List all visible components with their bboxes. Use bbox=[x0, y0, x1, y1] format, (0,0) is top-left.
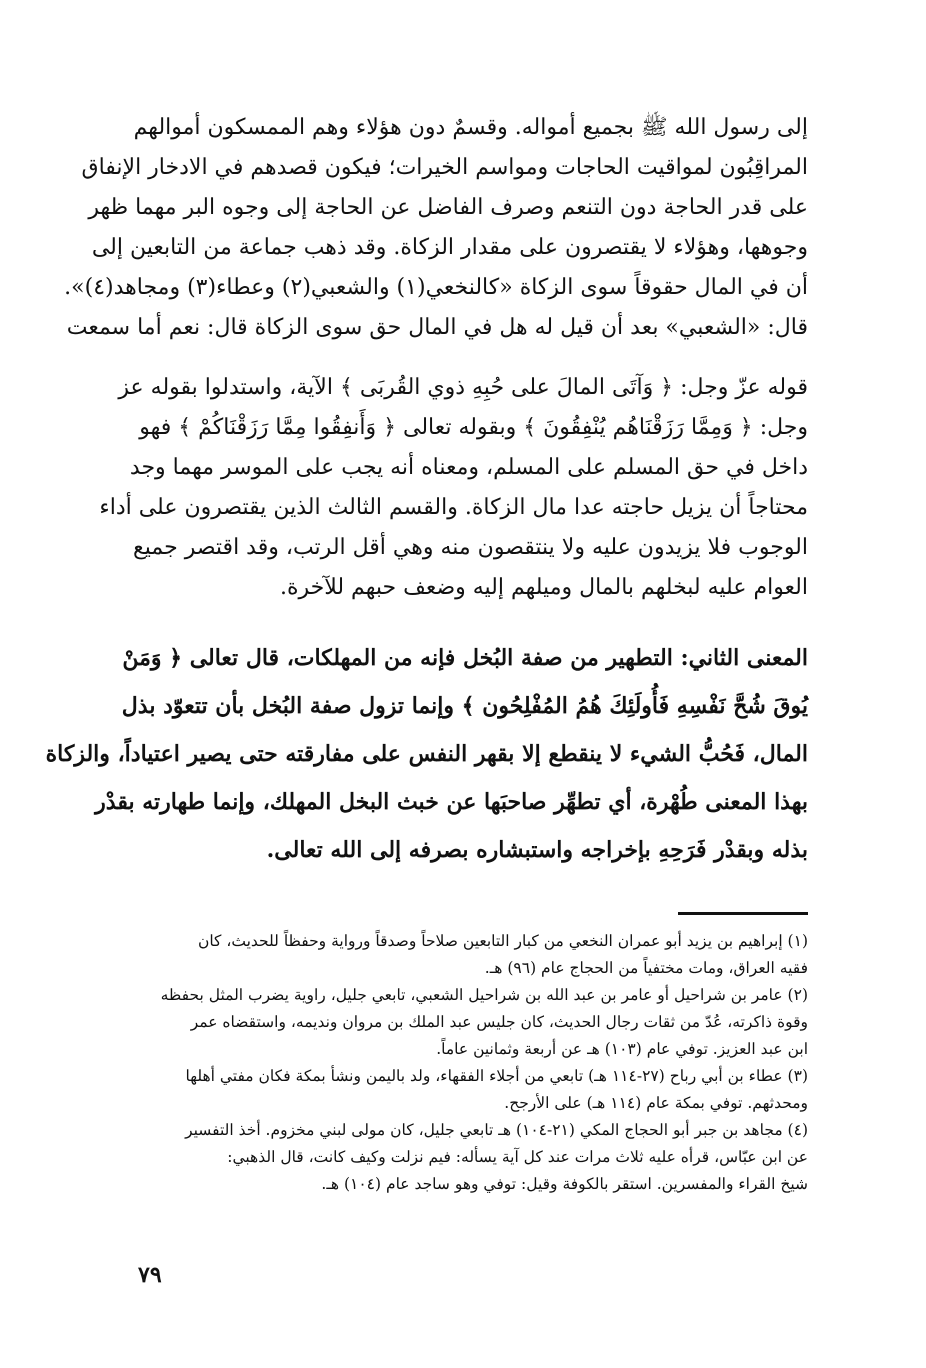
text-line: قوله عزّ وجل: ﴿ وَآتَى المالَ على حُبِهِ ذوي القُربَى ﴾ الآية، واستدلوا بقوله عز bbox=[118, 375, 808, 400]
text-line: وجل: ﴿ وَمِمَّا رَزَقْنَاهُم يُنْفِقُونَ ﴾ وبقوله تعالى ﴿ وَأَنفِقُوا مِمَّا رَزَقْنَاكُمْ ﴾ فهو bbox=[139, 415, 808, 440]
text-line: بهذا المعنى طُهْرة، أي تطهِّر صاحبَها عن خبث البخل المهلك، وإنما طهارته بقدْر bbox=[95, 789, 808, 815]
footnotes bbox=[118, 928, 808, 1198]
footnote-line: (١) إبراهيم بن يزيد أبو عمران النخعي من كبار التابعين صلاحاً وصدقاً ورواية وحفظاً للحديث، كان bbox=[197, 932, 808, 950]
footnote-line: فقيه العراق، ومات مختفياً من الحجاج عام (٩٦) هـ. bbox=[484, 959, 808, 977]
body-text bbox=[45, 108, 808, 874]
text-line: المال، فَحُبُّ الشيء لا ينقطع إلا بقهر النفس على مفارقته حتى يصير اعتياداً، والزكاة bbox=[45, 741, 808, 767]
text-line: على قدر الحاجة دون التنعم وصرف الفاضل عن الحاجة إلى وجوه البر مهما ظهر bbox=[88, 195, 808, 220]
footnote-line: شيخ القراء والمفسرين. استقر بالكوفة وقيل: توفي وهو ساجد عام (١٠٤) هـ. bbox=[321, 1175, 808, 1193]
page-number: ٧٩ bbox=[138, 1262, 162, 1288]
text-line: أن في المال حقوقاً سوى الزكاة «كالنخعي(١) والشعبي(٢) وعطاء(٣) ومجاهد(٤)». bbox=[64, 275, 808, 300]
footnote-line: (٢) عامر بن شراحيل أو عامر بن عبد الله بن شراحيل الشعبي، تابعي جليل، راوية يضرب المثل بحفظه bbox=[160, 986, 808, 1004]
footnote-divider bbox=[678, 912, 808, 915]
footnote-line: وقوة ذاكرته، عُدّ من ثقات رجال الحديث، كان جليس عبد الملك بن مروان ونديمه، واستقضاه عمر bbox=[190, 1013, 808, 1031]
text-line: بذله وبقدْر فَرَحِهِ بإخراجه واستبشاره بصرفه إلى الله تعالى. bbox=[266, 837, 808, 863]
text-line: قال: «الشعبي» بعد أن قيل له هل في المال حق سوى الزكاة قال: نعم أما سمعت bbox=[66, 315, 808, 340]
paragraph-2 bbox=[99, 368, 808, 608]
text-line: العوام عليه لبخلهم بالمال وميلهم إليه وضعف حبهم للآخرة. bbox=[279, 575, 808, 600]
footnote-line: ابن عبد العزيز. توفي عام (١٠٣) هـ عن أربعة وثمانين عاماً. bbox=[436, 1040, 808, 1058]
text-line: المعنى الثاني: التطهير من صفة البُخل فإنه من المهلكات، قال تعالى ﴿ وَمَنْ bbox=[122, 645, 808, 671]
text-line: داخل في حق المسلم على المسلم، ومعناه أنه يجب على الموسر مهما وجد bbox=[129, 455, 808, 480]
text-line: المراقِبُون لمواقيت الحاجات ومواسم الخيرات؛ فيكون قصدهم في الادخار الإنفاق bbox=[81, 155, 808, 180]
paragraph-1 bbox=[64, 108, 808, 348]
paragraph-3 bbox=[45, 634, 808, 874]
text-line: يُوقَ شُحَّ نَفْسِهِ فَأُولَئِكَ هُمُ المُفْلِحُون ﴾ وإنما تزول صفة البُخل بأن تتعوّد بذل bbox=[121, 693, 808, 719]
footnote-line: عن ابن عبّاس، قرأه عليه ثلاث مرات عند كل آية يسأله: فيم نزلت وكيف كانت، قال الذهبي: bbox=[227, 1148, 808, 1166]
text-line: الوجوب فلا يزيدون عليه ولا ينتقصون منه وهي أقل الرتب، وقد اقتصر جميع bbox=[133, 535, 808, 560]
footnote-line: ومحدثهم. توفي بمكة عام (١١٤ هـ) على الأرجح. bbox=[504, 1094, 808, 1112]
text-line: إلى رسول الله ﷺ بجميع أمواله. وقسمٌ دون هؤلاء وهم الممسكون أموالهم bbox=[133, 115, 808, 140]
text-line: وجوهها، وهؤلاء لا يقتصرون على مقدار الزكاة. وقد ذهب جماعة من التابعين إلى bbox=[91, 235, 808, 260]
text-line: محتاجاً أن يزيل حاجته عدا مال الزكاة. والقسم الثالث الذين يقتصرون على أداء bbox=[99, 495, 808, 520]
footnote-line: (٤) مجاهد بن جبر أبو الحجاج المكي (٢١-١٠٤) هـ تابعي جليل، كان مولى لبني مخزوم. أخذ التفسير bbox=[185, 1121, 808, 1139]
footnote-line: (٣) عطاء بن أبي رباح (٢٧-١١٤ هـ) تابعي من أجلاء الفقهاء، ولد باليمن ونشأ بمكة فكان مفتي أهلها bbox=[185, 1067, 808, 1085]
